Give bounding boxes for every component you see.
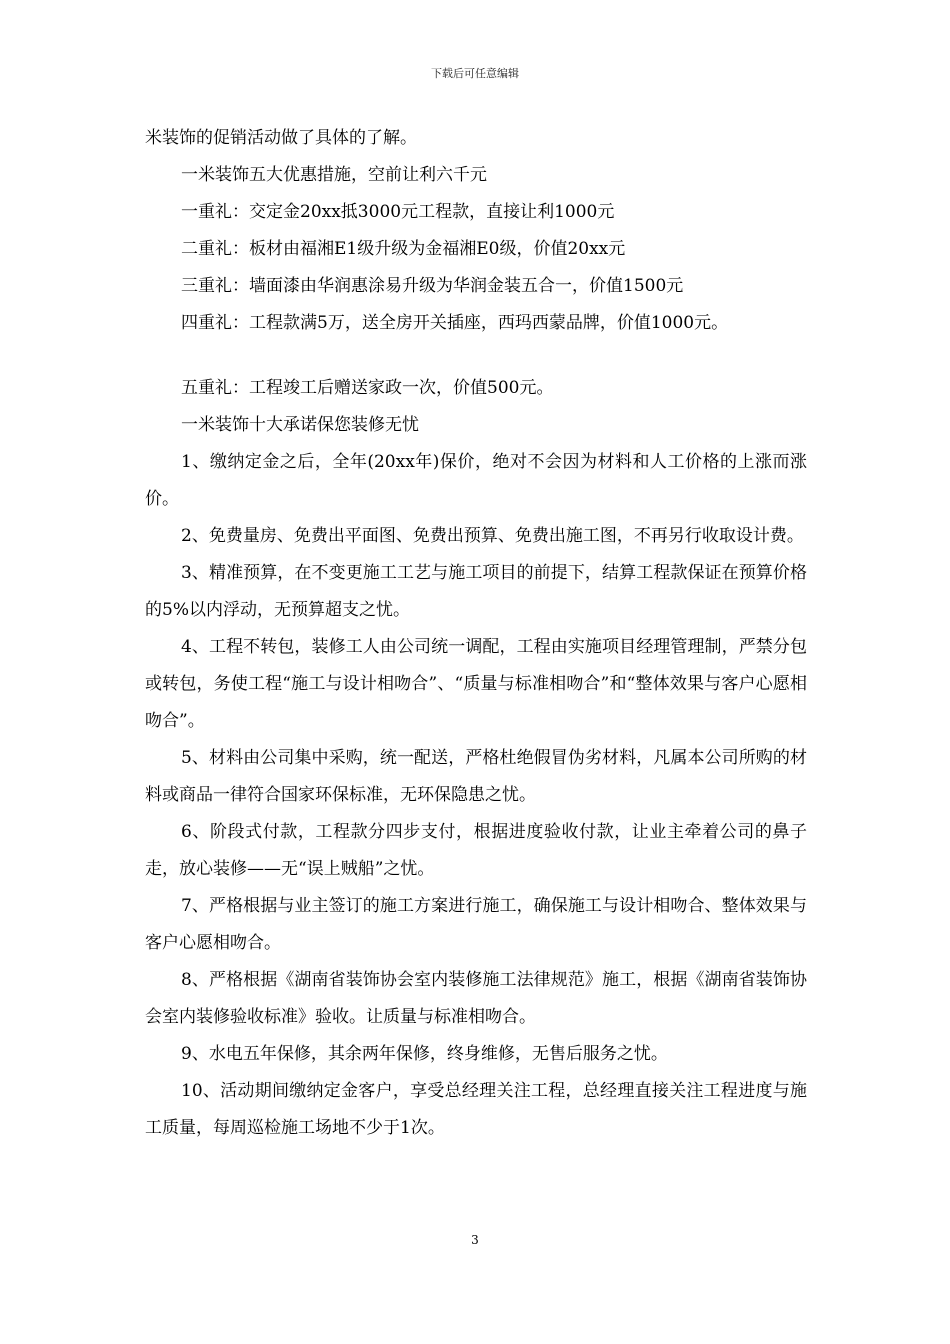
promise-item: 3、精准预算，在不变更施工工艺与施工项目的前提下，结算工程款保证在预算价格的5%以内浮动，无预算超支之忧。 (145, 563, 807, 620)
offer-item: 二重礼：板材由福湘E1级升级为金福湘E0级，价值20xx元 (181, 239, 626, 259)
paragraph-gap (145, 342, 807, 370)
promises-title: 一米装饰十大承诺保您装修无忧 (181, 415, 419, 435)
promise-item: 5、材料由公司集中采购，统一配送，严格杜绝假冒伪劣材料，凡属本公司所购的材料或商品一律符合国家环保标准，无环保隐患之忧。 (145, 748, 807, 805)
promise-item: 2、免费量房、免费出平面图、免费出预算、免费出施工图，不再另行收取设计费。 (181, 526, 804, 546)
promise-item: 9、水电五年保修，其余两年保修，终身维修，无售后服务之忧。 (181, 1044, 668, 1064)
offer-item: 四重礼：工程款满5万，送全房开关插座，西玛西蒙品牌，价值1000元。 (181, 313, 729, 333)
offer-item: 五重礼：工程竣工后赠送家政一次，价值500元。 (181, 378, 554, 398)
promise-item: 7、严格根据与业主签订的施工方案进行施工，确保施工与设计相吻合、整体效果与客户心愿相吻合。 (145, 896, 807, 953)
offer-item: 三重礼：墙面漆由华润惠涂易升级为华润金装五合一，价值1500元 (181, 276, 684, 296)
continuation-line: 米装饰的促销活动做了具体的了解。 (145, 128, 417, 148)
page-header-note: 下载后可任意编辑 (431, 67, 519, 80)
promise-item: 10、活动期间缴纳定金客户，享受总经理关注工程，总经理直接关注工程进度与施工质量，每周巡检施工场地不少于1次。 (145, 1081, 807, 1138)
promise-item: 6、阶段式付款，工程款分四步支付，根据进度验收付款，让业主牵着公司的鼻子走，放心装修——无“误上贼船”之忧。 (145, 822, 807, 879)
offer-item: 一重礼：交定金20xx抵3000元工程款，直接让利1000元 (181, 202, 615, 222)
page-number: 3 (471, 1233, 479, 1247)
promise-item: 1、缴纳定金之后，全年(20xx年)保价，绝对不会因为材料和人工价格的上涨而涨价。 (145, 452, 807, 509)
offers-title: 一米装饰五大优惠措施，空前让利六千元 (181, 165, 487, 185)
promise-item: 8、严格根据《湖南省装饰协会室内装修施工法律规范》施工，根据《湖南省装饰协会室内装修验收标准》验收。让质量与标准相吻合。 (145, 970, 807, 1027)
document-body (145, 120, 807, 1147)
promise-item: 4、工程不转包，装修工人由公司统一调配，工程由实施项目经理管理制，严禁分包或转包，务使工程“施工与设计相吻合”、“质量与标准相吻合”和“整体效果与客户心愿相吻合”。 (145, 637, 807, 731)
